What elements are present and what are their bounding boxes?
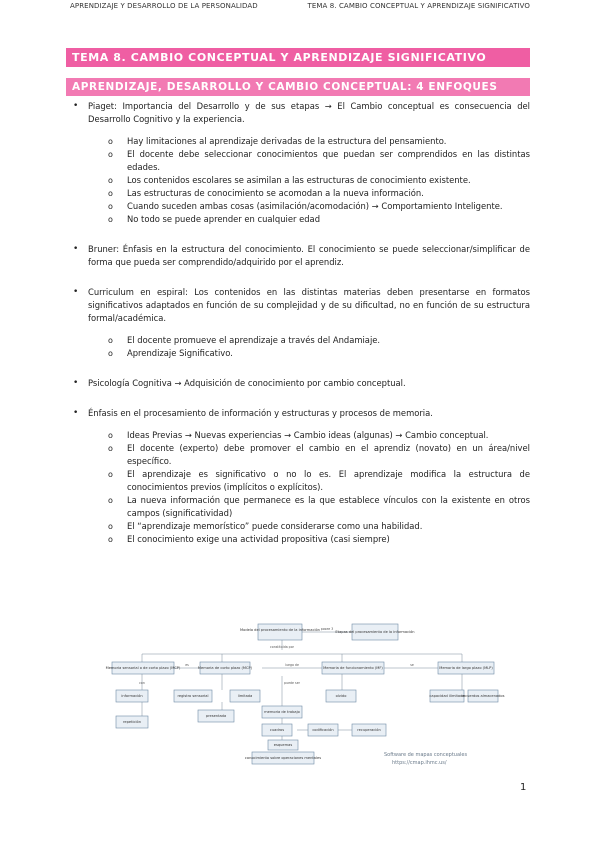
- svg-text:olvido: olvido: [335, 694, 347, 698]
- svg-text:Memoria de largo plazo (MLP): Memoria de largo plazo (MLP): [439, 666, 493, 670]
- svg-text:cuadros: cuadros: [269, 728, 285, 732]
- concept-map-credit-url: https://cmap.ihmc.us/: [392, 760, 447, 766]
- link-line: [142, 640, 462, 662]
- header-topic-title: TEMA 8. CAMBIO CONCEPTUAL Y APRENDIZAJE SIGNIFICATIVO: [307, 2, 530, 10]
- link-label: con: [139, 681, 145, 685]
- list-item: o El docente debe seleccionar conocimientos que puedan ser comprendidos en las distintas edades.: [66, 148, 530, 174]
- bullet-psicologia: • Psicología Cognitiva → Adquisición de conocimiento por cambio conceptual.: [66, 377, 530, 390]
- svg-text:recuperación: recuperación: [357, 728, 381, 732]
- link-label: se: [410, 663, 414, 667]
- list-item: o La nueva información que permanece es la que establece vínculos con la existente en otros campos (significatividad): [66, 494, 530, 520]
- list-item: o No todo se puede aprender en cualquier edad: [66, 213, 530, 226]
- node-largo: [438, 662, 494, 674]
- node-esquemas: [268, 740, 298, 750]
- page-title: TEMA 8. CAMBIO CONCEPTUAL Y APRENDIZAJE SIGNIFICATIVO: [66, 48, 530, 67]
- svg-text:Memoria de corto plazo (MCP): Memoria de corto plazo (MCP): [197, 666, 253, 670]
- link-label: posee 3: [320, 627, 334, 631]
- page-number: 1: [520, 782, 527, 793]
- list-item: o El docente (experto) debe promover el cambio en el aprendiz (novato) en un área/nivel específico.: [66, 442, 530, 468]
- list-item: o El docente promueve el aprendizaje a través del Andamiaje.: [66, 334, 530, 347]
- node-recuperacion: [352, 724, 386, 736]
- list-item: o Las estructuras de conocimiento se acomodan a la nueva información.: [66, 187, 530, 200]
- node-olvido: [326, 690, 356, 702]
- svg-text:memoria de trabajo: memoria de trabajo: [264, 710, 300, 714]
- svg-text:repetición: repetición: [123, 720, 141, 724]
- node-limitada: [230, 690, 260, 702]
- notes-body: [66, 100, 530, 546]
- header-course-title: APRENDIZAJE Y DESARROLLO DE LA PERSONALIDAD: [70, 2, 258, 10]
- link-label: luego de: [285, 663, 299, 667]
- svg-text:conocimiento sobre operaciones: conocimiento sobre operaciones mentales: [244, 756, 322, 760]
- list-item: o Aprendizaje Significativo.: [66, 347, 530, 360]
- svg-text:Modelo del procesamiento de la: Modelo del procesamiento de la información: [240, 628, 320, 632]
- node-recuerdos: [462, 690, 505, 702]
- list-item: o El “aprendizaje memorístico” puede considerarse como una habilidad.: [66, 520, 530, 533]
- svg-text:esquemas: esquemas: [273, 743, 293, 747]
- bullet-enfasis: • Énfasis en el procesamiento de información y estructuras y procesos de memoria.: [66, 407, 530, 420]
- node-informacion: [116, 690, 148, 702]
- svg-text:registro sensorial: registro sensorial: [177, 694, 209, 698]
- link-line: [142, 674, 462, 690]
- list-item: o Ideas Previas → Nuevas experiencias → Cambio ideas (algunas) → Cambio conceptual.: [66, 429, 530, 442]
- running-header: [70, 2, 530, 14]
- list-item: o El aprendizaje es significativo o no lo es. El aprendizaje modifica la estructura de conocimientos previos (implícitos o explícitos).: [66, 468, 530, 494]
- node-presentada: [198, 710, 234, 722]
- svg-text:información: información: [121, 694, 143, 698]
- svg-text:capacidad ilimitada: capacidad ilimitada: [429, 694, 465, 698]
- svg-text:limitada: limitada: [237, 694, 253, 698]
- list-item: o Cuando suceden ambas cosas (asimilación/acomodación) → Comportamiento Inteligente.: [66, 200, 530, 213]
- list-item: o Hay limitaciones al aprendizaje derivadas de la estructura del pensamiento.: [66, 135, 530, 148]
- concept-map-svg: [105, 618, 505, 778]
- concept-map-credit: Software de mapas conceptuales: [384, 752, 468, 758]
- node-capacidad: [429, 690, 464, 702]
- concept-map-figure: [105, 618, 505, 778]
- node-codificacion: [308, 724, 338, 736]
- link-label: es: [185, 663, 189, 667]
- list-item: o El conocimiento exige una actividad propositiva (casi siempre): [66, 533, 530, 546]
- node-registro: [174, 690, 212, 702]
- node-corto: [198, 662, 253, 674]
- bullet-curriculum: • Curriculum en espiral: Los contenidos en las distintas materias deben presentarse en formatos significativos adaptados en función de su complejidad y de su dificultad, no en función de su estructura formal/académica.: [66, 286, 530, 325]
- node-trabajo: [322, 662, 384, 674]
- node-sensorial: [106, 662, 181, 674]
- bullet-bruner: • Bruner: Énfasis en la estructura del conocimiento. El conocimiento se puede seleccionar/simplificar de forma que pueda ser comprendido/adquirido por el aprendiz.: [66, 243, 530, 269]
- node-mantenida: [262, 706, 302, 718]
- svg-text:Memoria de funcionamiento (MF): Memoria de funcionamiento (MF): [323, 666, 383, 670]
- node-etapas: [335, 624, 414, 640]
- node-cuadros: [262, 724, 292, 736]
- node-repeticion: [116, 716, 148, 728]
- svg-text:Memoria sensorial o de corto p: Memoria sensorial o de corto plazo (MCP): [105, 666, 181, 670]
- svg-text:recuerdos almacenados: recuerdos almacenados: [461, 694, 505, 698]
- link-label: constituida por: [270, 645, 294, 649]
- link-label: puede ser: [284, 681, 300, 685]
- list-item: o Los contenidos escolares se asimilan a las estructuras de conocimiento existente.: [66, 174, 530, 187]
- bullet-piaget: • Piaget: Importancia del Desarrollo y de sus etapas → El Cambio conceptual es consecuencia del Desarrollo Cognitivo y la experiencia.: [66, 100, 530, 126]
- svg-text:Etapas del procesamiento de la: Etapas del procesamiento de la información: [335, 630, 415, 634]
- svg-text:presentada: presentada: [205, 714, 227, 718]
- node-conocimiento: [245, 752, 321, 764]
- svg-text:codificación: codificación: [312, 728, 334, 732]
- section-heading: APRENDIZAJE, DESARROLLO Y CAMBIO CONCEPTUAL: 4 ENFOQUES: [66, 78, 530, 96]
